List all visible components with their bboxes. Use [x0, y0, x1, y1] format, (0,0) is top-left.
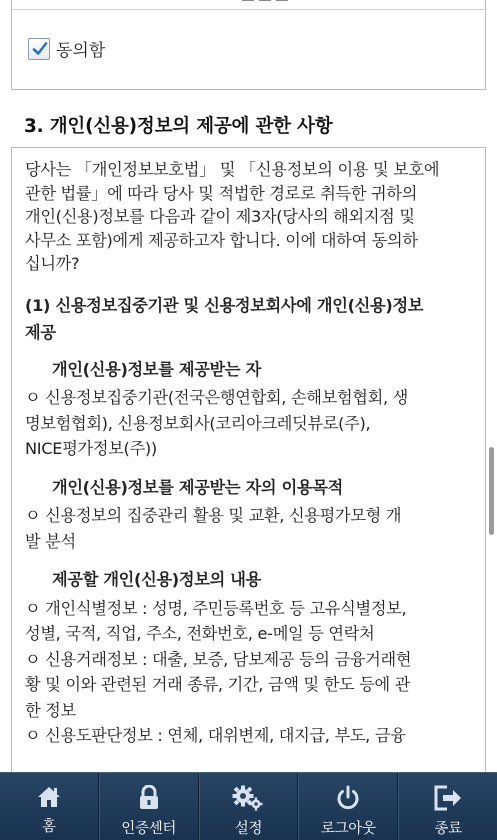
item-line: ㅇ 개인식별정보 : 성명, 주민등록번호 등 고유식별정보, — [25, 598, 407, 618]
intro-line: 개인(신용)정보를 다음과 같이 제3자(당사의 해외지점 및 — [25, 207, 415, 226]
item-body — [25, 503, 475, 554]
home-icon — [36, 785, 62, 809]
nav-logout-button[interactable] — [298, 773, 398, 840]
item-heading: 제공할 개인(신용)정보의 내용 — [52, 570, 261, 589]
sub-heading-line: 제공 — [25, 322, 56, 342]
item-line: ㅇ 신용정보집중기관(전국은행연합회, 손해보험협회, 생 — [25, 388, 408, 407]
clipped-text — [242, 0, 312, 8]
gear-icon — [232, 785, 264, 811]
item-body — [25, 385, 475, 462]
agree-checkbox[interactable] — [28, 38, 50, 60]
nav-home-button[interactable] — [0, 773, 99, 840]
sub-heading-line: (1) 신용정보집중기관 및 신용정보회사에 개인(신용)정보 — [25, 295, 424, 315]
item-line: ㅇ 신용거래정보 : 대출, 보증, 담보제공 등의 금융거래현 — [25, 649, 412, 669]
page-scrollbar[interactable] — [489, 447, 494, 535]
agree-checkbox-row[interactable] — [28, 36, 105, 61]
item-line: 한 정보 — [25, 700, 76, 720]
consent-box-previous — [11, 0, 486, 90]
nav-exit-label: 종료 — [434, 821, 462, 837]
check-icon — [30, 39, 50, 59]
item-line: ㅇ 신용도판단정보 : 연체, 대위변제, 대지급, 부도, 금융 — [25, 726, 406, 745]
item-heading: 개인(신용)정보를 제공받는 자의 이용목적 — [52, 477, 343, 497]
item-line: 황 및 이와 관련된 거래 종류, 기간, 금액 및 한도 등에 관 — [25, 675, 411, 694]
nav-settings-label: 설정 — [234, 821, 263, 837]
nav-cert-center-button[interactable] — [99, 773, 199, 840]
intro-line: 사무소 포함)에게 제공하고자 합니다. 이에 대하여 동의하 — [25, 230, 418, 250]
section-title: 3. 개인(신용)정보의 제공에 관한 사항 — [24, 116, 333, 137]
power-icon — [335, 785, 361, 811]
divider — [12, 9, 485, 10]
bottom-nav — [0, 772, 497, 840]
intro-line: 십니까? — [25, 254, 80, 273]
nav-logout-label: 로그아웃 — [320, 821, 376, 837]
item-heading: 개인(신용)정보를 제공받는 자 — [52, 359, 261, 379]
nav-home-label: 홈 — [42, 819, 56, 835]
terms-intro — [25, 158, 475, 276]
item-line: NICE평가정보(주)) — [25, 439, 157, 458]
item-line: 성별, 국적, 직업, 주소, 전화번호, e-메일 등 연락처 — [25, 624, 375, 643]
exit-icon — [433, 785, 463, 811]
lock-icon — [138, 785, 160, 811]
nav-exit-button[interactable] — [398, 773, 497, 840]
item-line: 명보험협회), 신용정보회사(코리아크레딧뷰로(주), — [25, 413, 371, 433]
intro-line: 관한 법률」에 따라 당사 및 적법한 경로로 취득한 귀하의 — [25, 183, 418, 203]
intro-line: 당사는 「개인정보보호법」 및 「신용정보의 이용 및 보호에 — [25, 160, 440, 179]
item-line: ㅇ 신용정보의 집중관리 활용 및 교환, 신용평가모형 개 — [25, 506, 402, 525]
item-line: 발 분석 — [25, 531, 76, 551]
nav-settings-button[interactable] — [199, 773, 299, 840]
nav-cert-center-label: 인증센터 — [121, 821, 177, 837]
sub-heading — [25, 292, 475, 346]
terms-text-box[interactable] — [11, 147, 486, 787]
item-body — [25, 596, 475, 749]
agree-label[interactable]: 동의함 — [56, 41, 106, 61]
